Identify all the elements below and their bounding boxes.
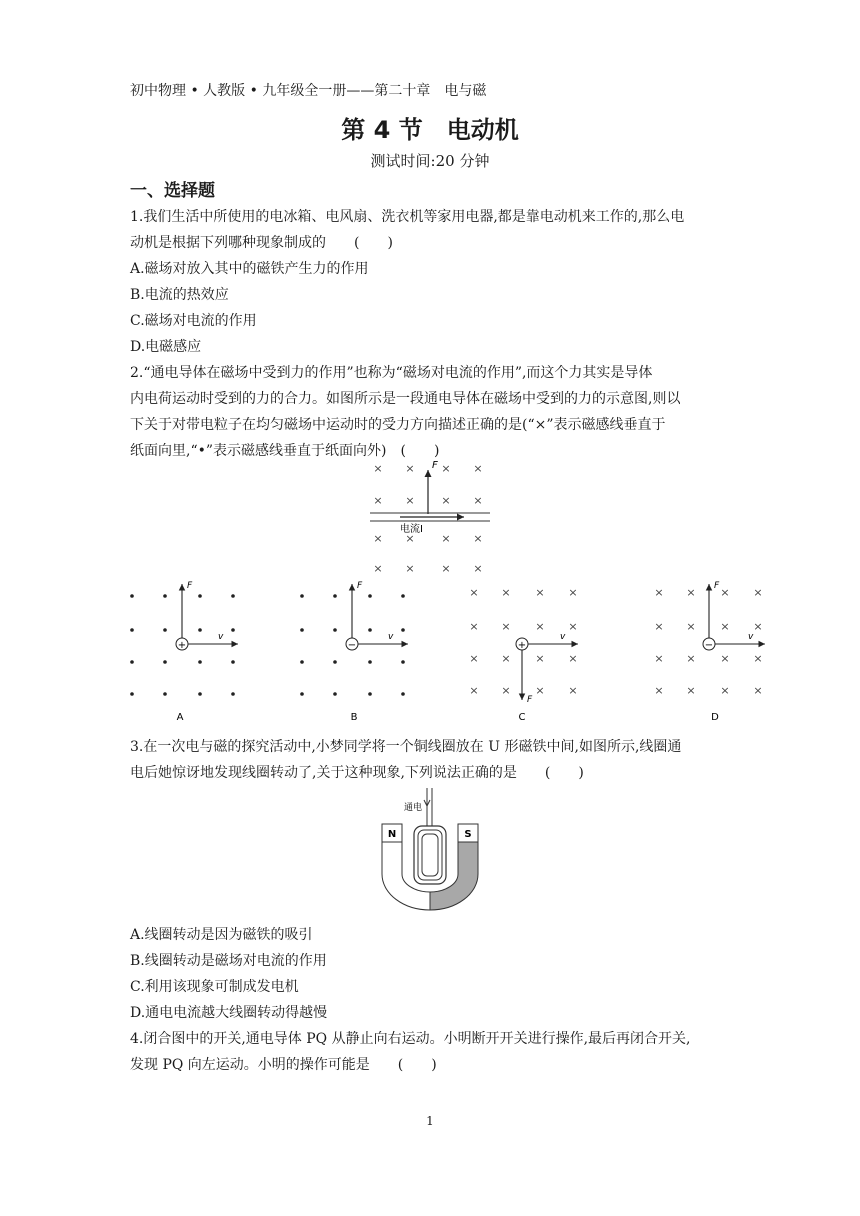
option-label-d: D bbox=[711, 712, 719, 723]
q3-u-magnet-figure bbox=[380, 784, 480, 914]
q3-option-d: D.通电电流越大线圈转动得越慢 bbox=[130, 1005, 328, 1021]
svg-text:×: × bbox=[535, 684, 545, 697]
q1-line1: 1.我们生活中所使用的电冰箱、电风扇、洗衣机等家用电器,都是靠电动机来工作的,那么电 bbox=[130, 209, 685, 225]
svg-text:×: × bbox=[373, 532, 383, 545]
q2-option-d-figure bbox=[645, 578, 775, 726]
force-label: F bbox=[714, 581, 720, 591]
q2-option-b-figure bbox=[290, 578, 420, 726]
svg-text:×: × bbox=[686, 586, 696, 599]
svg-text:×: × bbox=[473, 494, 483, 507]
svg-text:×: × bbox=[654, 586, 664, 599]
svg-text:×: × bbox=[654, 620, 664, 633]
svg-text:×: × bbox=[501, 684, 511, 697]
q3-option-b: B.线圈转动是磁场对电流的作用 bbox=[130, 953, 327, 969]
q3-option-c: C.利用该现象可制成发电机 bbox=[130, 979, 299, 995]
q3-line2: 电后她惊讶地发现线圈转动了,关于这种现象,下列说法正确的是 ( ) bbox=[130, 765, 584, 781]
svg-text:×: × bbox=[720, 652, 730, 665]
svg-text:×: × bbox=[501, 620, 511, 633]
svg-text:×: × bbox=[535, 620, 545, 633]
q2-option-a-figure bbox=[120, 578, 250, 726]
q1-option-c: C.磁场对电流的作用 bbox=[130, 313, 257, 329]
svg-text:×: × bbox=[469, 684, 479, 697]
q1-option-b: B.电流的热效应 bbox=[130, 287, 229, 303]
svg-text:×: × bbox=[568, 620, 578, 633]
svg-text:×: × bbox=[720, 684, 730, 697]
q2-conductor-figure bbox=[360, 458, 500, 578]
svg-text:×: × bbox=[473, 532, 483, 545]
power-on-label: 通电 bbox=[403, 803, 422, 813]
velocity-label: v bbox=[218, 632, 224, 642]
svg-text:×: × bbox=[654, 652, 664, 665]
q2-current-label: 电流I bbox=[400, 524, 423, 535]
svg-text:×: × bbox=[753, 620, 763, 633]
svg-text:×: × bbox=[373, 494, 383, 507]
option-label-c: C bbox=[518, 712, 526, 723]
svg-text:×: × bbox=[753, 684, 763, 697]
svg-text:×: × bbox=[405, 462, 415, 475]
page-header: 初中物理 • 人教版 • 九年级全一册——第二十章 电与磁 bbox=[130, 83, 487, 99]
option-label-a: A bbox=[176, 712, 184, 723]
svg-text:×: × bbox=[405, 532, 415, 545]
force-label: F bbox=[357, 581, 363, 591]
svg-text:×: × bbox=[405, 562, 415, 575]
negative-charge: − bbox=[347, 640, 357, 651]
svg-text:×: × bbox=[473, 462, 483, 475]
svg-text:×: × bbox=[568, 684, 578, 697]
q2-option-c-figure bbox=[460, 578, 590, 726]
svg-text:×: × bbox=[720, 620, 730, 633]
section-heading: 一、选择题 bbox=[130, 181, 215, 201]
svg-text:×: × bbox=[469, 620, 479, 633]
page-title: 第 4 节 电动机 bbox=[341, 116, 519, 144]
q2-line2: 内电荷运动时受到的力的合力。如图所示是一段通电导体在磁场中受到的力的示意图,则以 bbox=[130, 391, 681, 407]
svg-text:×: × bbox=[535, 586, 545, 599]
svg-text:×: × bbox=[686, 652, 696, 665]
north-pole-label: N bbox=[387, 829, 397, 840]
velocity-label: v bbox=[560, 632, 566, 642]
svg-text:×: × bbox=[469, 586, 479, 599]
svg-text:×: × bbox=[473, 562, 483, 575]
force-label: F bbox=[187, 581, 193, 591]
south-pole-label: S bbox=[464, 829, 472, 840]
velocity-label: v bbox=[748, 632, 754, 642]
svg-text:×: × bbox=[686, 620, 696, 633]
negative-charge: − bbox=[704, 640, 714, 651]
q2-line3: 下关于对带电粒子在均匀磁场中运动时的受力方向描述正确的是(“×”表示磁感线垂直于 bbox=[130, 417, 666, 433]
svg-text:×: × bbox=[568, 652, 578, 665]
q1-option-d: D.电磁感应 bbox=[130, 339, 202, 355]
svg-text:×: × bbox=[373, 562, 383, 575]
positive-charge: + bbox=[177, 640, 187, 651]
svg-text:×: × bbox=[441, 532, 451, 545]
svg-text:×: × bbox=[441, 562, 451, 575]
page-number: 1 bbox=[426, 1114, 434, 1128]
svg-text:×: × bbox=[753, 652, 763, 665]
positive-charge: + bbox=[517, 640, 527, 651]
svg-text:×: × bbox=[720, 586, 730, 599]
force-label: F bbox=[527, 695, 533, 705]
svg-text:×: × bbox=[469, 652, 479, 665]
q1-line2: 动机是根据下列哪种现象制成的 ( ) bbox=[130, 235, 393, 251]
svg-text:×: × bbox=[501, 652, 511, 665]
q3-option-a: A.线圈转动是因为磁铁的吸引 bbox=[130, 927, 313, 943]
svg-text:×: × bbox=[405, 494, 415, 507]
q2-force-label: F bbox=[432, 460, 438, 471]
velocity-label: v bbox=[388, 632, 394, 642]
q4-line1: 4.闭合图中的开关,通电导体 PQ 从静止向右运动。小明断开开关进行操作,最后再闭合开关, bbox=[130, 1031, 691, 1047]
svg-text:×: × bbox=[654, 684, 664, 697]
test-time: 测试时间:20 分钟 bbox=[370, 152, 490, 170]
q3-line1: 3.在一次电与磁的探究活动中,小梦同学将一个铜线圈放在 U 形磁铁中间,如图所示,线圈通 bbox=[130, 739, 682, 755]
svg-text:×: × bbox=[568, 586, 578, 599]
q2-line4: 纸面向里,“•”表示磁感线垂直于纸面向外) ( ) bbox=[130, 443, 440, 459]
q4-line2: 发现 PQ 向左运动。小明的操作可能是 ( ) bbox=[130, 1057, 437, 1073]
q1-option-a: A.磁场对放入其中的磁铁产生力的作用 bbox=[130, 261, 369, 277]
q2-line1: 2.“通电导体在磁场中受到力的作用”也称为“磁场对电流的作用”,而这个力其实是导体 bbox=[130, 365, 653, 381]
svg-text:×: × bbox=[686, 684, 696, 697]
svg-text:×: × bbox=[501, 586, 511, 599]
svg-text:×: × bbox=[441, 494, 451, 507]
svg-text:×: × bbox=[535, 652, 545, 665]
svg-text:×: × bbox=[753, 586, 763, 599]
option-label-b: B bbox=[350, 712, 358, 723]
svg-text:×: × bbox=[441, 462, 451, 475]
svg-text:×: × bbox=[373, 462, 383, 475]
